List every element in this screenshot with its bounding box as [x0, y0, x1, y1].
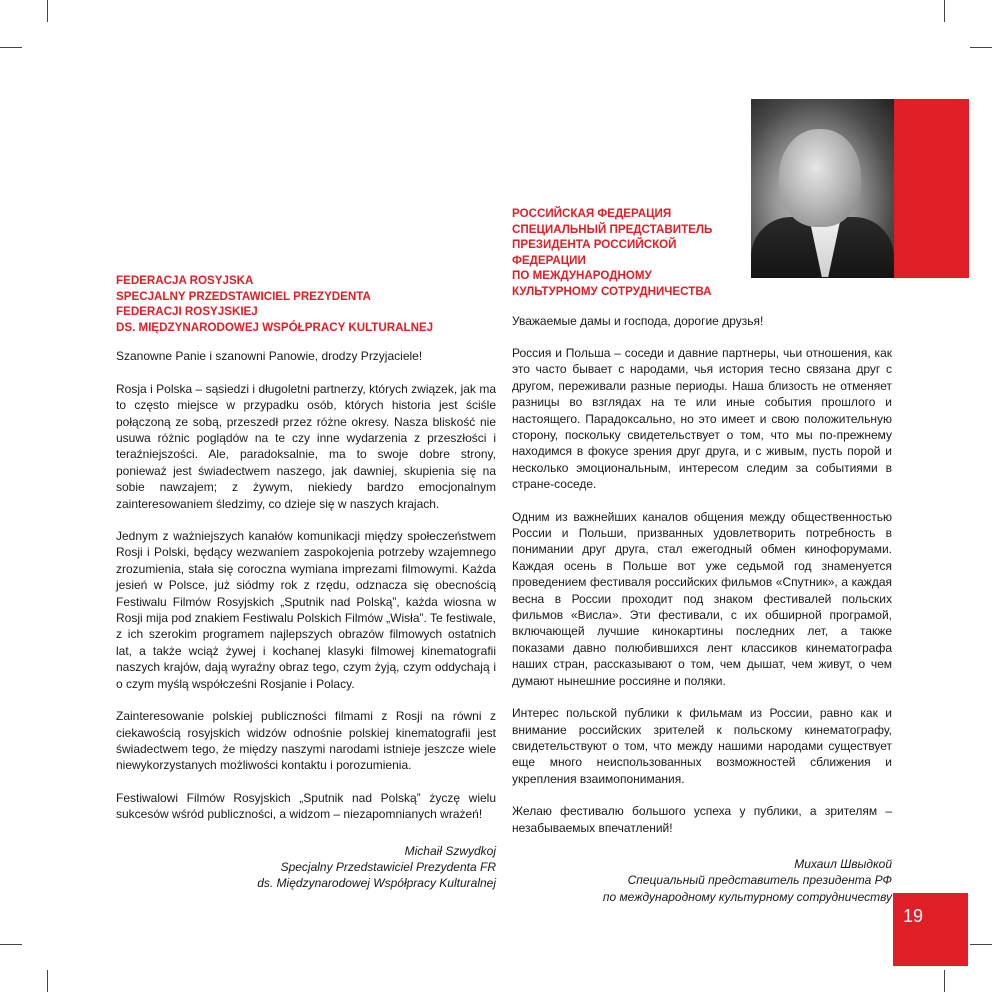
heading-line: ПО МЕЖДУНАРОДНОМУ [512, 269, 652, 283]
heading-line: ФЕДЕРАЦИИ [512, 253, 586, 267]
polish-column [116, 273, 496, 892]
crop-mark [944, 970, 945, 992]
crop-mark [944, 0, 945, 22]
crop-mark [970, 47, 992, 48]
body-paragraph: Интерес польской публики к фильмам из России, равно как и внимание российских зрителей к польскому кинематографу, свидетельствуют о том, что между нашими народами существует еще много неиспользованных возможностей сближения и укрепления взаимопонимания. [512, 706, 892, 786]
page-number: 19 [903, 906, 924, 926]
signature-title: ds. Międzynarodowej Współpracy Kulturalnej [257, 876, 496, 891]
heading-line: РОССИЙСКАЯ ФЕДЕРАЦИЯ [512, 207, 672, 220]
heading-line: СПЕЦИАЛЬНЫЙ ПРЕДСТАВИТЕЛЬ [512, 222, 713, 236]
body-paragraph: Россия и Польша – соседи и давние партнеры, чьи отношения, как это часто бывает с народами, чья история тесно связана друг с другом, переживали разные периоды. Наша близость не отменяет разницы во взглядах на те или иные события прошлого и настоящего. Парадоксально, но это имеет и свою положительную сторону, поскольку свидетельствует о том, что мы по-прежнему находимся в фокусе зрения друг друга, и с живым, пусть порой и несколько эмоциональным, интересом следим за событиями в стране-соседе. [512, 345, 892, 492]
russian-column [512, 206, 892, 905]
heading-line: SPECJALNY PRZEDSTAWICIEL PREZYDENTA [116, 289, 371, 303]
signature [512, 856, 892, 905]
body-paragraph: Jednym z ważniejszych kanałów komunikacji między społeczeństwem Rosji i Polski, będący wezwaniem zaspokojenia potrzeby wzajemnego zrozumienia, stała się coroczna wymiana imprezami filmowymi. Każda jesień w Polsce, już siódmy rok z rzędu, odznacza się obecnością Festiwalu Filmów Rosyjskich „Sputnik nad Polską”, każda wiosna w Rosji mija pod znakiem Festiwalu Polskich Filmów „Wisła”. Te festiwale, z ich szerokim programem najlepszych obrazów filmowych ostatnich lat, a także wciąż żywej i kochanej klasyki filmowej kinematografii naszych krajów, dają wyraźny obraz tego, czym żyją, czym oddychają i o czym myślą współcześni Rosjanie i Polacy. [116, 529, 496, 691]
greeting: Szanowne Panie i szanowni Panowie, drodzy Przyjaciele! [116, 349, 423, 364]
greeting: Уважаемые дамы и господа, дорогие друзья! [512, 313, 764, 328]
crop-mark [0, 944, 22, 945]
heading-line: FEDERACJA ROSYJSKA [116, 274, 254, 287]
red-accent-band [894, 99, 969, 278]
russian-heading [512, 206, 892, 300]
crop-mark [0, 47, 22, 48]
body-paragraph: Zainteresowanie polskiej publiczności filmami z Rosji na równi z ciekawością rosyjskich widzów odnośnie polskiej kinematografii jest świadectwem tego, że między naszymi narodami istnieje jeszcze wiele niewykorzystanych możliwości kontaktu i porozumienia. [116, 709, 496, 773]
body-paragraph: Rosja i Polska – sąsiedzi i długoletni partnerzy, których związek, jak ma to często miejsce w przypadku osób, których historia jest ściśle połączoną ze sobą, przeszedł przez różne okresy. Nasza bliskość nie usuwa różnic poglądów na te czy inne wydarzenia z przeszłości i teraźniejszości. Ale, paradoksalnie, ma to swoje dobre strony, ponieważ jest świadectwem naszego, jak dawniej, skupienia się na sobie nawzajem; z żywym, niekiedy bardzo emocjonalnym zainteresowaniem śledzimy, co dzieje się w naszych krajach. [116, 381, 496, 511]
body-paragraph: Одним из важнейших каналов общения между общественностью России и Польши, призванных удовлетворить потребность в понимании друг друга, стал ежегодный обмен кинофорумами. Каждая осень в Польше вот уже седьмой год знаменуется проведением фестиваля российских фильмов «Спутник», а каждая весна в России проходит под знаком фестивалей польских фильмов «Висла». Эти фестивали, с их обширной програмой, включающей лучшие кинокартины последних лет, а также показами давно полюбившихся лент классиков кинематографа наших стран, рассказывают о том, чем дышат, чем живут, о чем думают нынешние россияне и поляки. [512, 509, 892, 688]
signature-title: Specjalny Przedstawiciel Prezydenta FR [280, 859, 496, 874]
signature-name: Михаил Швыдкой [794, 856, 892, 871]
signature [116, 843, 496, 892]
crop-mark [47, 0, 48, 22]
page-number-box [893, 893, 968, 966]
body-paragraph: Festiwalowi Filmów Rosyjskich „Sputnik nad Polską” życzę wielu sukcesów wśród publiczności, a widzom – niezapomnianych wrażeń! [116, 790, 496, 822]
signature-title: по международному культурному сотрудничеству [602, 889, 892, 904]
body-paragraph: Желаю фестивалю большого успеха у публики, а зрителям – незабываемых впечатлений! [512, 804, 892, 835]
heading-line: FEDERACJI ROSYJSKIEJ [116, 305, 258, 319]
polish-heading [116, 273, 496, 335]
signature-name: Michaił Szwydkoj [404, 843, 496, 858]
heading-line: ПРЕЗИДЕНТА РОССИЙСКОЙ [512, 238, 677, 252]
crop-mark [970, 944, 992, 945]
heading-line: DS. MIĘDZYNARODOWEJ WSPÓŁPRACY KULTURALNEJ [116, 320, 434, 334]
signature-title: Специальный представитель президента РФ [627, 873, 892, 888]
heading-line: КУЛЬТУРНОМУ СОТРУДНИЧЕСТВА [512, 284, 712, 298]
crop-mark [47, 970, 48, 992]
